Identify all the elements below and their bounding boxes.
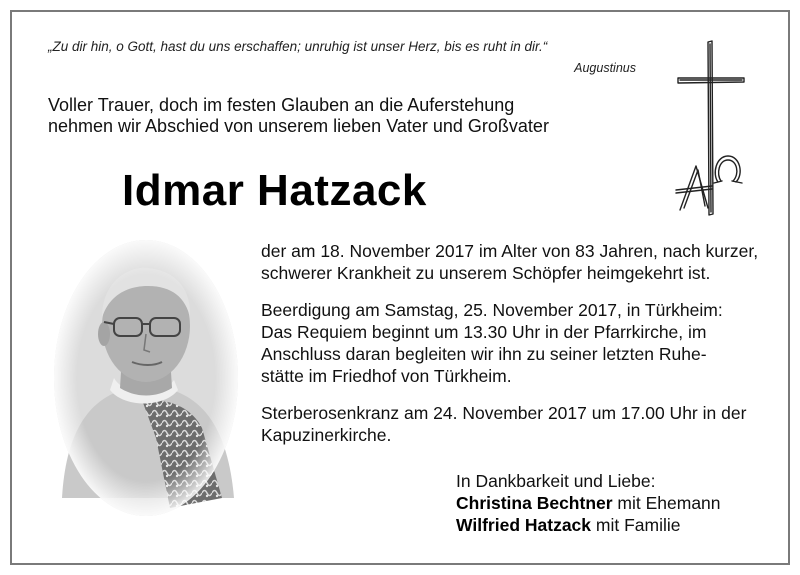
paragraph-line: Anschluss daran begleiten wir ihn zu seiner letzten Ruhe- [261, 344, 707, 364]
paragraph-line: Beerdigung am Samstag, 25. November 2017, in Türkheim: [261, 300, 723, 320]
mourner-line [456, 492, 721, 514]
deceased-name: Idmar Hatzack [122, 166, 427, 215]
mourner-name: Christina Bechtner [456, 493, 613, 513]
paragraph-line: Kapuzinerkirche. [261, 425, 392, 445]
mourner-line [456, 514, 721, 536]
paragraph-line: Das Requiem beginnt um 13.30 Uhr in der Pfarrkirche, im [261, 322, 707, 342]
signoff [456, 470, 721, 536]
intro-text [48, 95, 549, 137]
paragraph-line: Sterberosenkranz am 24. November 2017 um 17.00 Uhr in der [261, 403, 747, 423]
cross-alpha-omega-icon [672, 38, 752, 218]
funeral-paragraph [261, 299, 723, 387]
rosary-paragraph [261, 402, 746, 446]
paragraph-line: stätte im Friedhof von Türkheim. [261, 366, 512, 386]
quote-author: Augustinus [574, 61, 636, 75]
signoff-greeting: In Dankbarkeit und Liebe: [456, 471, 656, 491]
mourner-name: Wilfried Hatzack [456, 515, 592, 535]
mourner-suffix: mit Familie [591, 515, 681, 535]
paragraph-line: der am 18. November 2017 im Alter von 83 Jahren, nach kurzer, [261, 241, 759, 261]
portrait-photo [52, 238, 240, 518]
intro-line: Voller Trauer, doch im festen Glauben an die Auferstehung [48, 95, 515, 115]
intro-line: nehmen wir Abschied von unserem lieben Vater und Großvater [48, 116, 549, 136]
death-paragraph [261, 240, 758, 284]
paragraph-line: schwerer Krankheit zu unserem Schöpfer heimgekehrt ist. [261, 263, 711, 283]
mourner-suffix: mit Ehemann [612, 493, 721, 513]
quote-text: „Zu dir hin, o Gott, hast du uns erschaffen; unruhig ist unser Herz, bis es ruht in dir.“ [48, 39, 548, 54]
